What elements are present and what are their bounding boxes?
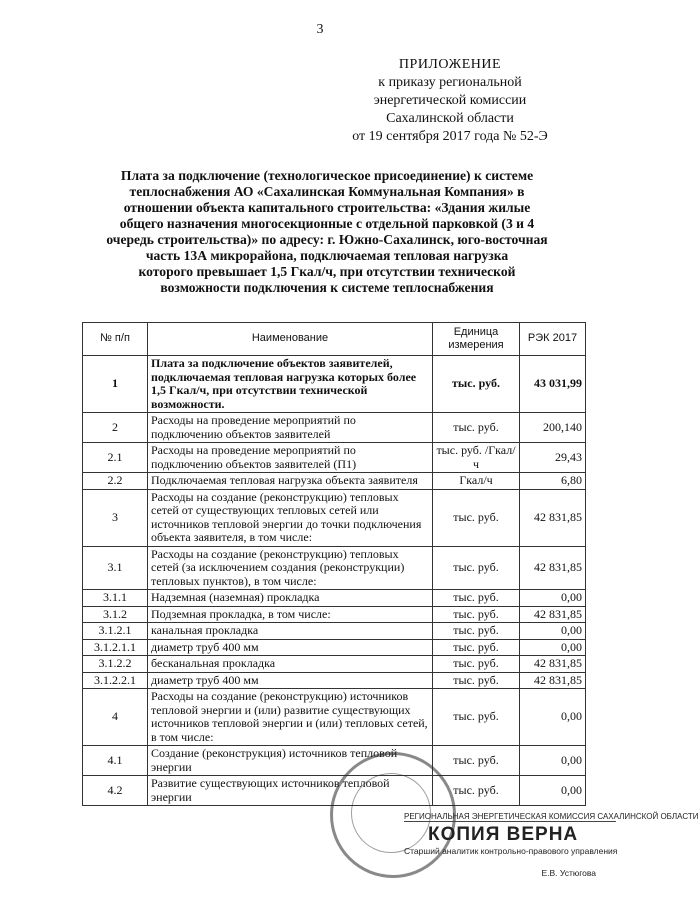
row-name: Развитие существующих источников тепловой энергии <box>148 776 433 806</box>
row-unit: тыс. руб. <box>433 746 520 776</box>
row-value: 42 831,85 <box>520 606 586 623</box>
table-row <box>83 590 586 607</box>
title-line: очередь строительства)» по адресу: г. Южно-Сахалинск, юго-восточная <box>106 232 548 247</box>
row-unit: тыс. руб. <box>433 356 520 413</box>
header-num: № п/п <box>83 323 148 356</box>
table-row <box>83 356 586 413</box>
row-value: 0,00 <box>520 590 586 607</box>
row-name: Расходы на создание (реконструкцию) источников тепловой энергии и (или) развитие существующих источников тепловой энергии и (или) тепловых сетей, в том числе: <box>148 689 433 746</box>
row-value: 6,80 <box>520 473 586 490</box>
row-name: бесканальная прокладка <box>148 656 433 673</box>
row-value: 43 031,99 <box>520 356 586 413</box>
row-name: канальная прокладка <box>148 623 433 640</box>
row-value: 200,140 <box>520 413 586 443</box>
row-value: 42 831,85 <box>520 656 586 673</box>
row-value: 0,00 <box>520 776 586 806</box>
row-value: 0,00 <box>520 689 586 746</box>
row-value: 0,00 <box>520 746 586 776</box>
row-value: 42 831,85 <box>520 489 586 546</box>
table-row <box>83 443 586 473</box>
row-number: 3 <box>83 489 148 546</box>
row-unit: тыс. руб. <box>433 606 520 623</box>
document-title <box>82 168 572 296</box>
table-row <box>83 623 586 640</box>
certification-position: Старший аналитик контрольно-правового управления <box>404 846 618 856</box>
row-number: 2 <box>83 413 148 443</box>
certification-stamp <box>404 812 698 882</box>
table-row <box>83 473 586 490</box>
row-name: Расходы на проведение мероприятий по подключению объектов заявителей <box>148 413 433 443</box>
row-unit: тыс. руб. <box>433 546 520 590</box>
certification-signer: Е.В. Устюгова <box>541 868 596 878</box>
appendix-line: энергетической комиссии <box>373 93 527 108</box>
header-value: РЭК 2017 <box>520 323 586 356</box>
row-unit: тыс. руб. <box>433 413 520 443</box>
row-name: Создание (реконструкция) источников тепловой энергии <box>148 746 433 776</box>
table-row <box>83 489 586 546</box>
row-name: Расходы на создание (реконструкцию) тепловых сетей (за исключением создания (реконструкции) тепловых пунктов), в том числе: <box>148 546 433 590</box>
row-name: Подключаемая тепловая нагрузка объекта заявителя <box>148 473 433 490</box>
row-name: Плата за подключение объектов заявителей, подключаемая тепловая нагрузка которых более 1,5 Гкал/ч, при отсутствии технической возможности. <box>148 356 433 413</box>
title-line: возможности подключения к системе теплоснабжения <box>160 280 494 295</box>
row-name: диаметр труб 400 мм <box>148 639 433 656</box>
row-number: 3.1.1 <box>83 590 148 607</box>
appendix-line: Сахалинской области <box>386 111 514 126</box>
row-value: 0,00 <box>520 639 586 656</box>
row-unit: Гкал/ч <box>433 473 520 490</box>
title-line: которого превышает 1,5 Гкал/ч, при отсутствии технической <box>138 264 516 279</box>
row-value: 42 831,85 <box>520 546 586 590</box>
table-row <box>83 639 586 656</box>
row-unit: тыс. руб. <box>433 776 520 806</box>
certification-label: КОПИЯ ВЕРНА <box>428 824 579 845</box>
row-number: 3.1.2.1.1 <box>83 639 148 656</box>
row-number: 3.1.2.2 <box>83 656 148 673</box>
row-unit: тыс. руб. <box>433 489 520 546</box>
table-row <box>83 606 586 623</box>
row-number: 1 <box>83 356 148 413</box>
appendix-block <box>330 56 570 146</box>
title-line: отношении объекта капитального строительства: «Здания жилые <box>123 200 531 215</box>
row-unit: тыс. руб. <box>433 689 520 746</box>
title-line: теплоснабжения АО «Сахалинская Коммунальная Компания» в <box>129 184 525 199</box>
title-line: часть 13А микрорайона, подключаемая тепловая нагрузка <box>145 248 509 263</box>
row-unit: тыс. руб. <box>433 672 520 689</box>
page-number: 3 <box>316 22 324 37</box>
row-name: диаметр труб 400 мм <box>148 672 433 689</box>
row-number: 3.1.2.1 <box>83 623 148 640</box>
appendix-line: к приказу региональной <box>378 75 522 90</box>
row-number: 4.1 <box>83 746 148 776</box>
appendix-line: от 19 сентября 2017 года № 52-Э <box>352 129 548 144</box>
row-unit: тыс. руб. <box>433 590 520 607</box>
table-body <box>83 356 586 806</box>
row-number: 3.1.2.2.1 <box>83 672 148 689</box>
row-number: 4 <box>83 689 148 746</box>
title-line: общего назначения многосекционные с отдельной парковкой (3 и 4 <box>119 216 535 231</box>
table-row <box>83 672 586 689</box>
row-unit: тыс. руб. <box>433 623 520 640</box>
table-row <box>83 689 586 746</box>
row-unit: тыс. руб. /Гкал/ч <box>433 443 520 473</box>
row-number: 3.1.2 <box>83 606 148 623</box>
row-number: 4.2 <box>83 776 148 806</box>
header-name: Наименование <box>148 323 433 356</box>
row-value: 0,00 <box>520 623 586 640</box>
row-name: Подземная прокладка, в том числе: <box>148 606 433 623</box>
table-row <box>83 656 586 673</box>
row-number: 2.2 <box>83 473 148 490</box>
row-value: 42 831,85 <box>520 672 586 689</box>
table-row <box>83 546 586 590</box>
header-unit: Единица измерения <box>433 323 520 356</box>
row-name: Расходы на проведение мероприятий по подключению объектов заявителей (П1) <box>148 443 433 473</box>
fees-table <box>82 322 586 806</box>
row-unit: тыс. руб. <box>433 656 520 673</box>
row-name: Расходы на создание (реконструкцию) тепловых сетей от существующих тепловых сетей или источников тепловой энергии до точки подключения объекта заявителя, в том числе: <box>148 489 433 546</box>
row-number: 2.1 <box>83 443 148 473</box>
certification-org: РЕГИОНАЛЬНАЯ ЭНЕРГЕТИЧЕСКАЯ КОМИССИЯ САХАЛИНСКОЙ ОБЛАСТИ <box>404 812 698 821</box>
table-row <box>83 746 586 776</box>
title-line: Плата за подключение (технологическое присоединение) к системе <box>120 168 534 183</box>
row-number: 3.1 <box>83 546 148 590</box>
table-header-row <box>83 323 586 356</box>
row-name: Надземная (наземная) прокладка <box>148 590 433 607</box>
appendix-title: ПРИЛОЖЕНИЕ <box>398 57 502 72</box>
row-unit: тыс. руб. <box>433 639 520 656</box>
row-value: 29,43 <box>520 443 586 473</box>
table-row <box>83 413 586 443</box>
